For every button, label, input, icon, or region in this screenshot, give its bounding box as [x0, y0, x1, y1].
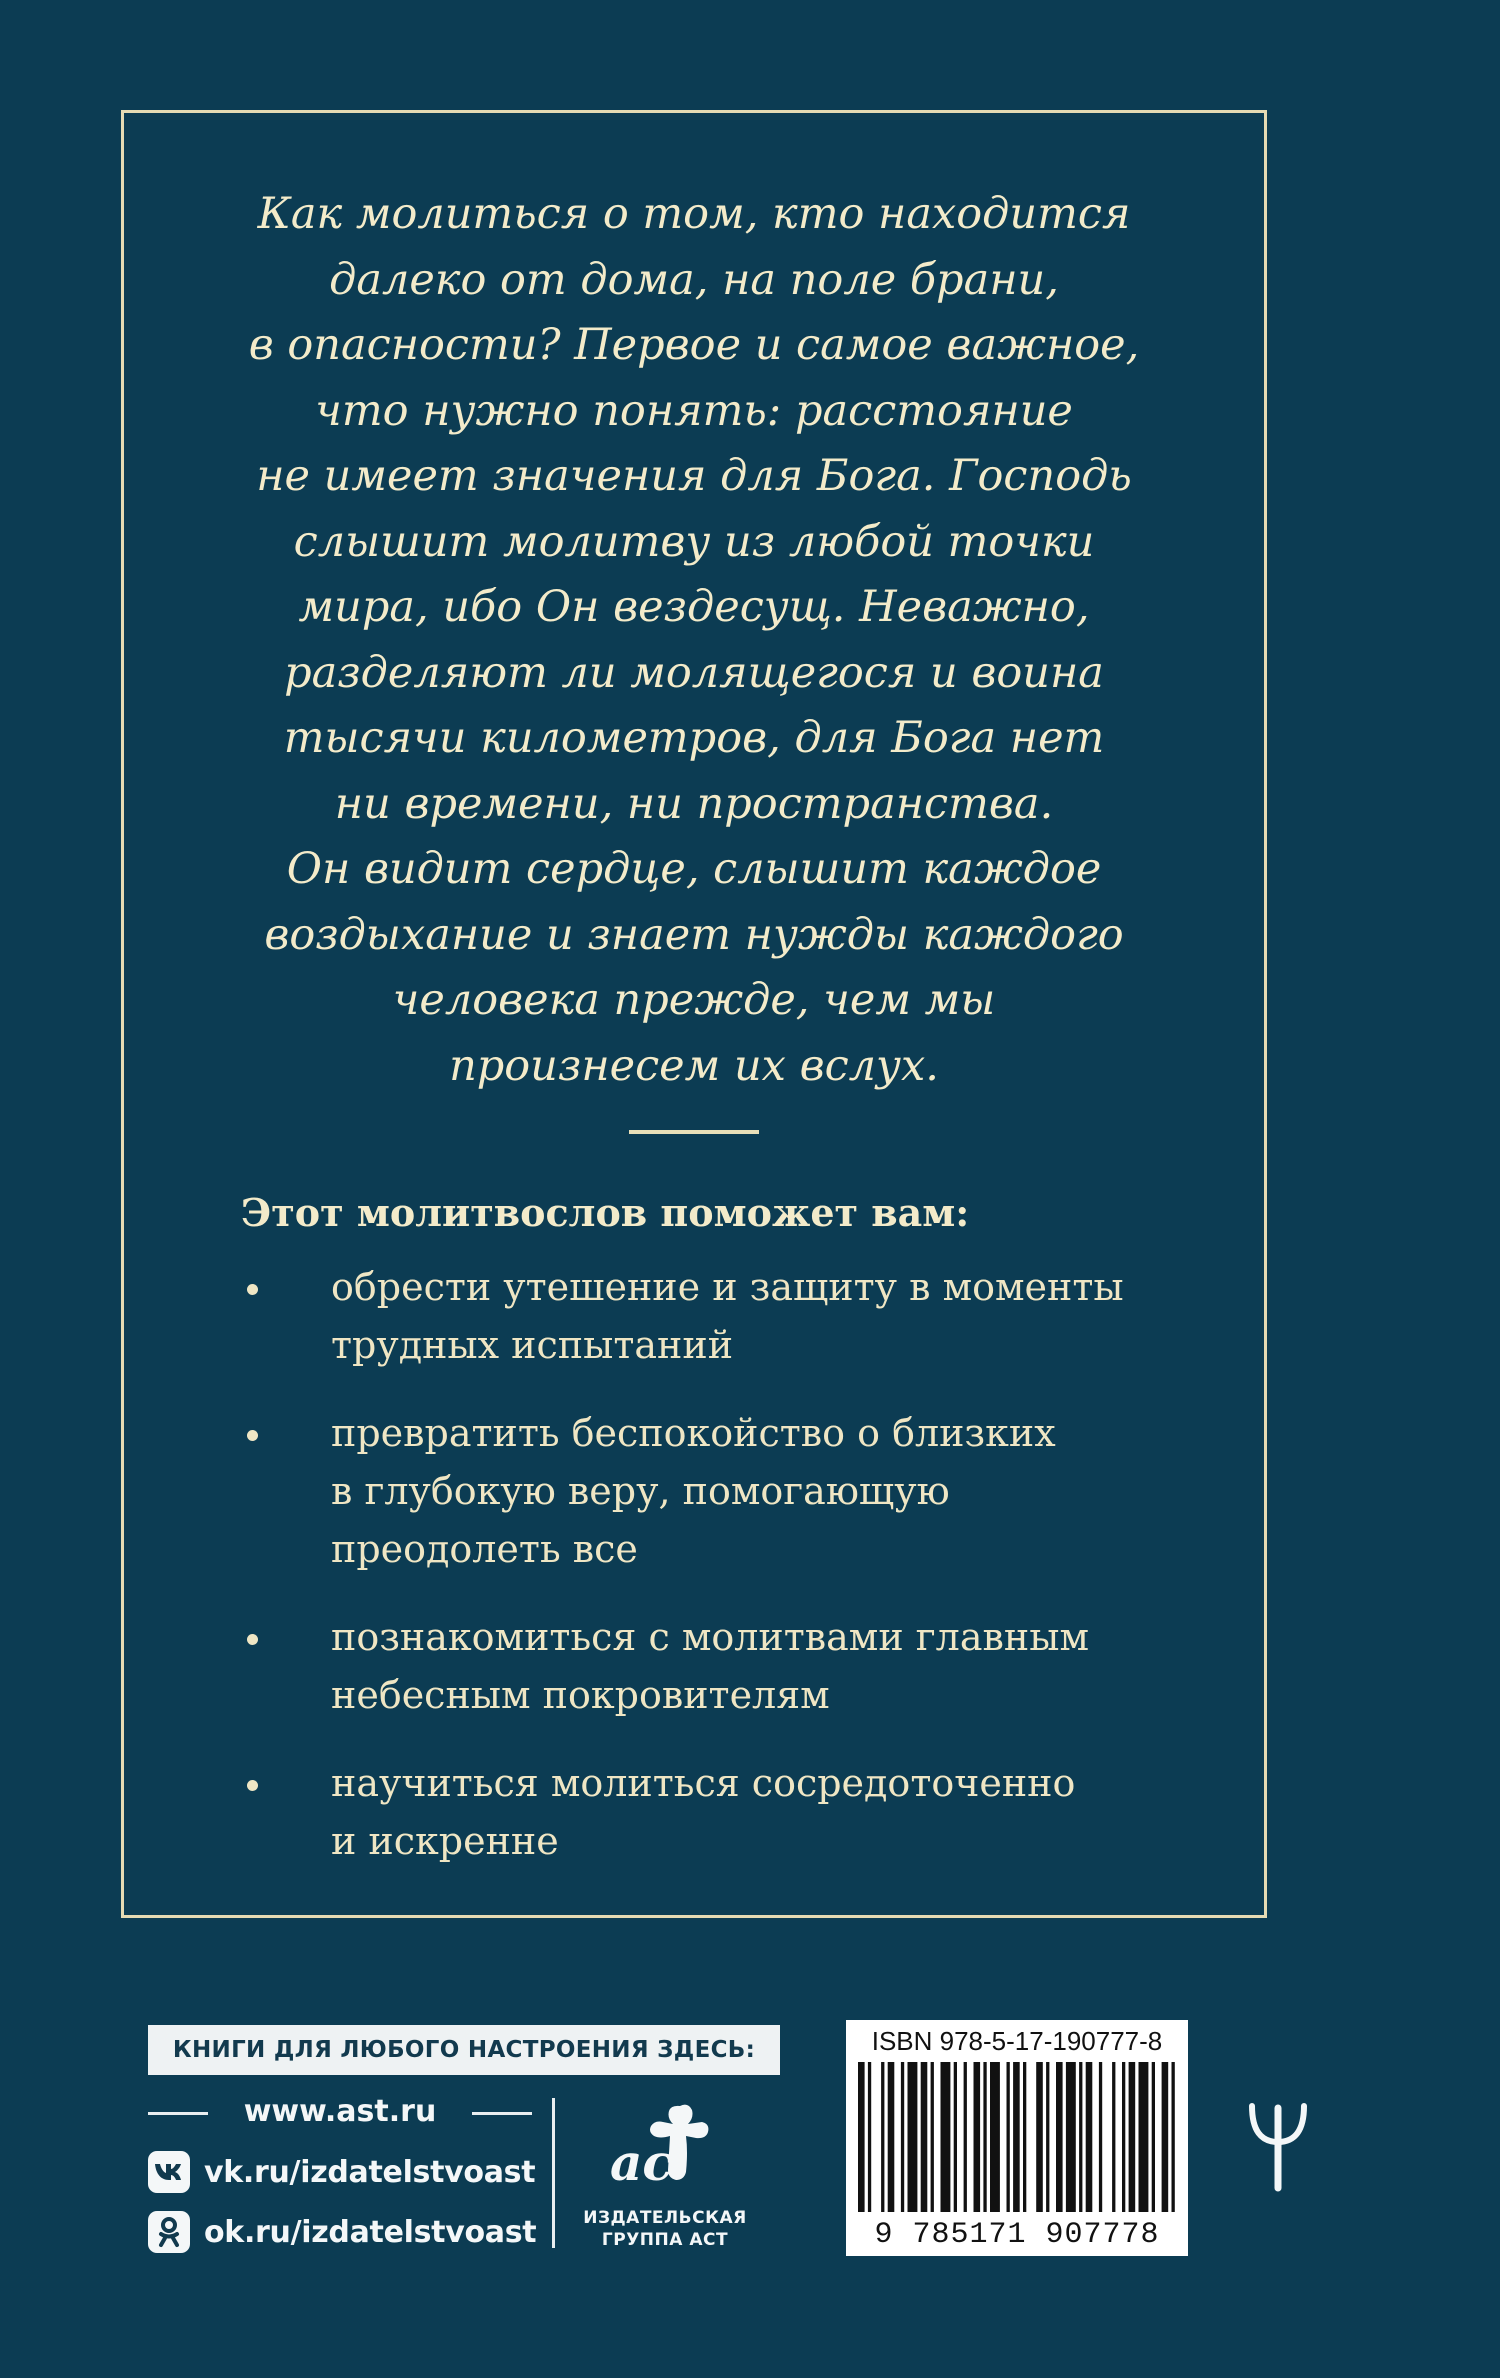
isbn-barcode	[846, 2020, 1188, 2256]
publisher-name-line-2: ГРУППА АСТ	[601, 2230, 729, 2250]
quote-line: что нужно понять: расстояние	[315, 385, 1073, 436]
vertical-separator	[552, 2098, 555, 2248]
list-item	[241, 1404, 1201, 1578]
quote-line: воздыхание и знает нужды каждого	[264, 909, 1124, 960]
quote-line: далеко от дома, на поле брани,	[329, 254, 1059, 305]
publisher-name-line-1: ИЗДАТЕЛЬСКАЯ	[583, 2208, 747, 2228]
site-row	[148, 2088, 532, 2138]
list-item-line: обрести утешение и защиту в моменты	[331, 1265, 1124, 1309]
list-item-line: небесным покровителям	[331, 1673, 830, 1717]
benefits-heading: Этот молитвослов поможет вам:	[241, 1190, 970, 1235]
quote-line: человека прежде, чем мы	[392, 975, 996, 1025]
list-item-line: превратить беспокойство о близких	[331, 1411, 1056, 1455]
ok-link-text: ok.ru/izdatelstvoast	[204, 2214, 537, 2250]
quote-line: тысячи километров, для Бога нет	[283, 713, 1105, 763]
ast-logo-icon	[580, 2098, 750, 2198]
ok-link[interactable]	[148, 2210, 536, 2254]
quote-line: ни времени, ни пространства.	[334, 778, 1054, 829]
links-banner: КНИГИ ДЛЯ ЛЮБОГО НАСТРОЕНИЯ ЗДЕСЬ:	[148, 2025, 780, 2075]
quote-line: слышит молитву из любой точки	[293, 516, 1095, 567]
publisher-logo	[580, 2098, 750, 2258]
site-rule-right	[472, 2112, 532, 2115]
blurb-quote	[140, 182, 1248, 1099]
list-item-line: и искренне	[331, 1819, 559, 1863]
list-item-line: трудных испытаний	[331, 1323, 734, 1367]
isbn-label: ISBN 978-5-17-190777-8	[871, 2026, 1163, 2056]
quote-line: мира, ибо Он вездесущ. Неважно,	[298, 582, 1090, 632]
quote-line: не имеет значения для Бога. Господь	[256, 451, 1132, 501]
list-item-line: познакомиться с молитвами главным	[331, 1615, 1089, 1659]
list-item-line: в глубокую веру, помогающую	[331, 1469, 950, 1513]
vk-link-text: vk.ru/izdatelstvoast	[204, 2154, 536, 2190]
ean-digits: 9 785171 907778	[874, 2218, 1160, 2252]
publisher-logo-text: ac	[610, 2133, 673, 2192]
quote-line: Он видит сердце, слышит каждое	[286, 844, 1102, 894]
quote-line: Как молиться о том, кто находится	[257, 189, 1131, 239]
list-item-line: научиться молиться сосредоточенно	[331, 1761, 1076, 1805]
benefits-list	[241, 1258, 1201, 1900]
quote-line: произнесем их вслух.	[449, 1040, 939, 1091]
bullet-icon	[247, 1284, 258, 1295]
ok-icon	[148, 2211, 190, 2253]
site-link[interactable]: www.ast.ru	[243, 2094, 437, 2129]
quote-line: в опасности? Первое и самое важное,	[248, 320, 1140, 370]
psi-age-mark-icon	[1248, 2100, 1308, 2192]
section-divider	[629, 1130, 759, 1134]
list-item	[241, 1258, 1201, 1374]
bullet-icon	[247, 1780, 258, 1791]
list-item-line: преодолеть все	[331, 1527, 638, 1571]
bullet-icon	[247, 1430, 258, 1441]
quote-line: разделяют ли молящегося и воина	[284, 647, 1104, 698]
bullet-icon	[247, 1634, 258, 1645]
list-item	[241, 1608, 1201, 1724]
barcode-icon	[854, 2062, 1180, 2212]
list-item	[241, 1754, 1201, 1870]
vk-icon	[148, 2151, 190, 2193]
vk-link[interactable]	[148, 2150, 535, 2194]
